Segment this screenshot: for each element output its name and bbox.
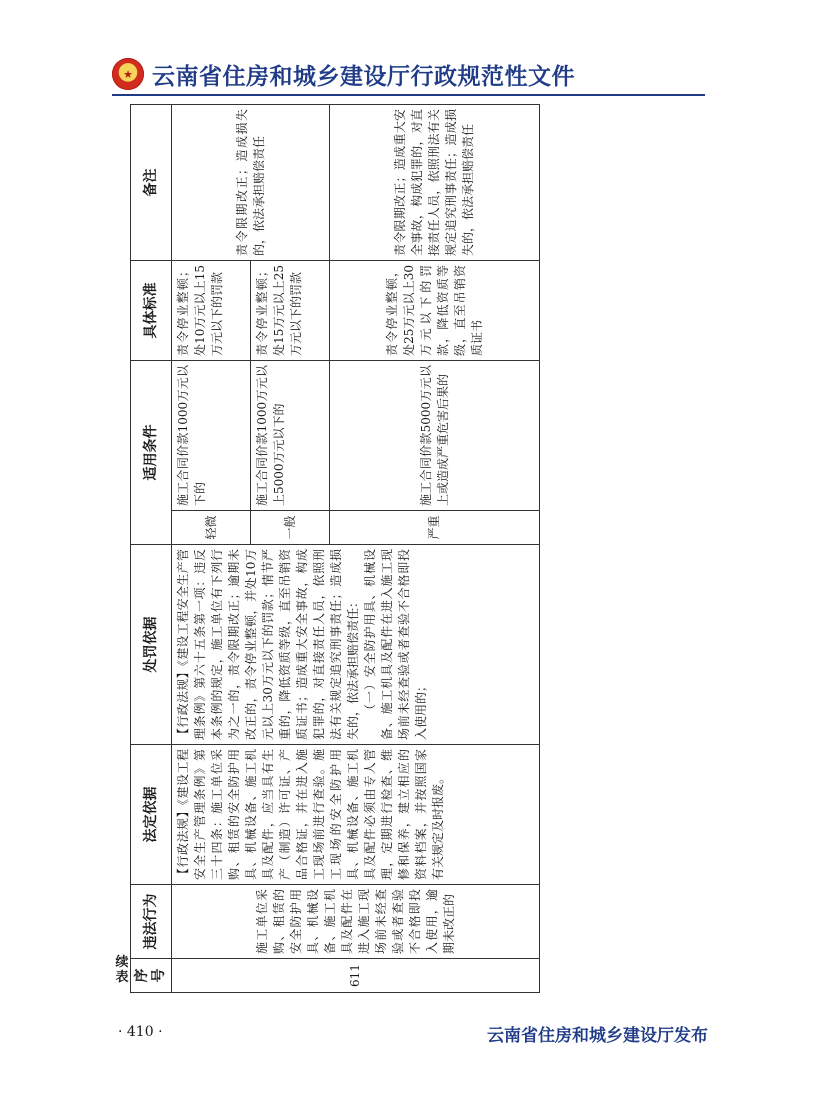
page-number: · 410 · bbox=[118, 1024, 163, 1040]
level-general: 一般 bbox=[251, 511, 330, 545]
legal-basis: 【行政法规】《建设工程安全生产管理条例》第三十四条：施工单位采购、租赁的安全防护用具、机械设备、施工机具及配件，应当具有生产（制造）许可证、产品合格证，并在进入施工现场前进行查验。施工现场的安全防护用具、机械设备、施工机具及配件必须由专人管理，定期进行检查、维修和保养，建立相应的资料档案，并按照国家有关规定及时报废。 bbox=[172, 745, 540, 885]
violation-act: 施工单位采购、租赁的安全防护用具、机械设备、施工机具及配件在进入施工现场前未经查验或者查验不合格即投入使用，逾期未改正的 bbox=[172, 885, 540, 959]
penalty-basis bbox=[172, 545, 540, 745]
header-condition: 适用条件 bbox=[131, 361, 172, 545]
standard-general: 责令停业整顿；处15万元以上25万元以下的罚款 bbox=[251, 261, 330, 361]
condition-severe: 施工合同价款5000万元以上或造成严重危害后果的 bbox=[330, 361, 540, 511]
header-penalty-basis: 处罚依据 bbox=[131, 545, 172, 745]
remark-lower: 责令限期改正；造成重大安全事故，构成犯罪的，对直接责任人员，依照刑法有关规定追究刑事责任；造成损失的，依法承担赔偿责任 bbox=[330, 105, 540, 261]
table-row bbox=[172, 105, 251, 993]
document-header bbox=[112, 54, 712, 94]
header-act: 违法行为 bbox=[131, 885, 172, 959]
header-remark: 备注 bbox=[131, 105, 172, 261]
standard-severe: 责令停业整顿，处25万元以上30万元以下的罚款，降低资质等级，直至吊销资质证书 bbox=[330, 261, 540, 361]
condition-general: 施工合同价款1000万元以上5000万元以下的 bbox=[251, 361, 330, 511]
level-minor: 轻微 bbox=[172, 511, 251, 545]
standard-minor: 责令停业整顿；处10万元以上15万元以下的罚款 bbox=[172, 261, 251, 361]
condition-minor: 施工合同价款1000万元以下的 bbox=[172, 361, 251, 511]
rotated-table-content bbox=[130, 105, 540, 993]
remark-upper: 责令限期改正；造成损失的，依法承担赔偿责任 bbox=[172, 105, 330, 261]
rotated-table-frame bbox=[130, 105, 540, 993]
header-divider bbox=[112, 94, 705, 96]
table-header-row bbox=[131, 105, 172, 993]
header-legal-basis: 法定依据 bbox=[131, 745, 172, 885]
level-severe: 严重 bbox=[330, 511, 540, 545]
row-number: 611 bbox=[172, 959, 540, 993]
penalty-basis-item: （一）安全防护用具、机械设备、施工机具及配件在进入施工现场前未经查验或者查验不合格即投入使用的； bbox=[363, 549, 428, 740]
penalty-basis-main: 【行政法规】《建设工程安全生产管理条例》第六十五条第一项：违反本条例的规定，施工单位有下列行为之一的，责令限期改正；逾期未改正的，责令停业整顿，并处10万元以上30万元以下的罚款；情节严重的，降低资质等级，直至吊销资质证书；造成重大安全事故，构成犯罪的，对直接责任人员，依照刑法有关规定追究刑事责任；造成损失的，依法承担赔偿责任： bbox=[176, 549, 360, 740]
header-standard: 具体标准 bbox=[131, 261, 172, 361]
header-title: 云南省住房和城乡建设厅行政规范性文件 bbox=[152, 63, 575, 90]
national-emblem-icon: ★ bbox=[112, 58, 144, 90]
penalty-table bbox=[130, 104, 540, 993]
publisher-footer: 云南省住房和城乡建设厅发布 bbox=[487, 1026, 708, 1046]
header-no: 序号 bbox=[131, 959, 172, 993]
continued-label: 续表 bbox=[115, 955, 129, 985]
